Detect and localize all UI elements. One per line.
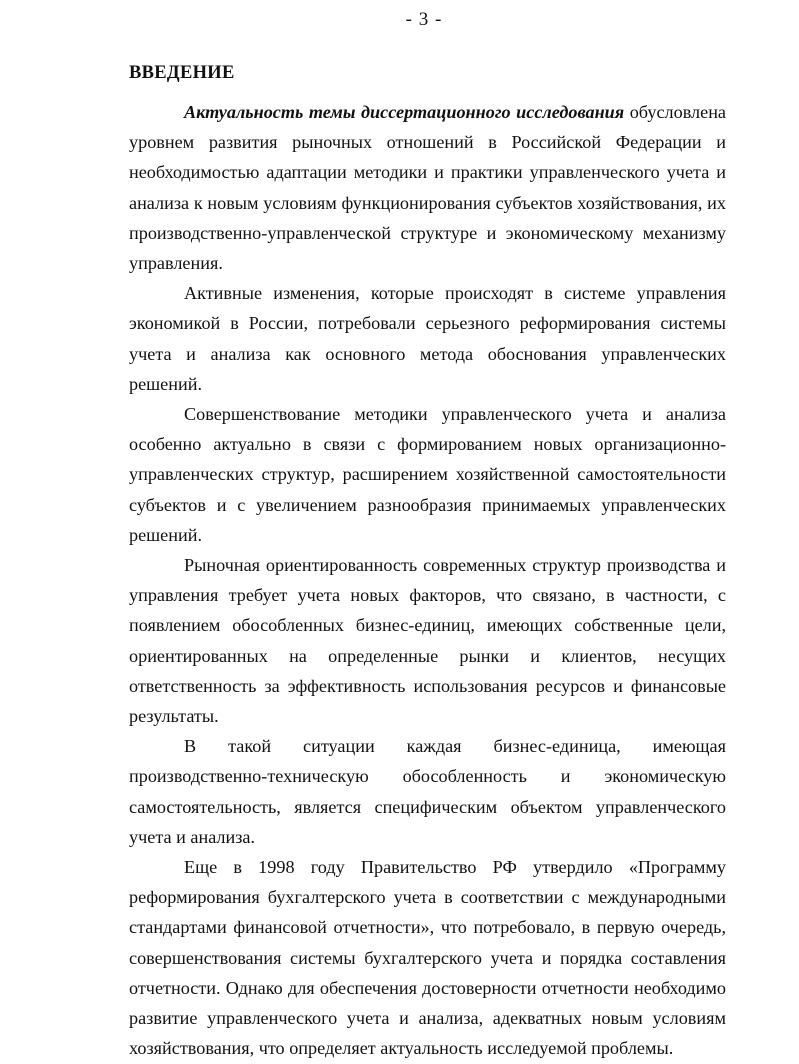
paragraph-text: обусловлена уровнем развития рыночных отношений в Российской Федерации и необходимостью адаптации методики и практики управленческого учета и анализа к новым условиям функционирования субъектов хозяйствования, их производственно-управленческой структуре и экономическому механизму управления. — [129, 102, 726, 274]
paragraph: Совершенствование методики управленческого учета и анализа особенно актуально в связи с формированием новых организационно-управленческих структур, расширением хозяйственной самостоятельности субъектов и с увеличением разнообразия принимаемых управленческих решений. — [129, 404, 726, 545]
paragraph-lead: Актуальность темы диссертационного исследования — [184, 102, 625, 122]
paragraph: Активные изменения, которые происходят в системе управления экономикой в России, потребовали серьезного реформирования системы учета и анализа как основного метода обоснования управленческих решений. — [129, 283, 726, 394]
section-heading: ВВЕДЕНИЕ — [129, 63, 235, 83]
paragraph: Рыночная ориентированность современных структур производства и управления требует учета новых факторов, что связано, в частности, с появлением обособленных бизнес-единиц, имеющих собственные цели, ориентированных на определенные рынки и клиентов, несущих ответственность за эффективность использования ресурсов и финансовые результаты. — [129, 555, 726, 727]
page-number: - 3 - — [405, 9, 443, 30]
paragraph: В такой ситуации каждая бизнес-единица, имеющая производственно-техническую обособленность и экономическую самостоятельность, является специфическим объектом управленческого учета и анализа. — [129, 736, 726, 847]
paragraph: Еще в 1998 году Правительство РФ утвердило «Программу реформирования бухгалтерского учета в соответствии с международными стандартами финансовой отчетности», что потребовало, в первую очередь, совершенствования системы бухгалтерского учета и порядка составления отчетности. Однако для обеспечения достоверности отчетности необходимо развитие управленческого учета и анализа, адекватных новым условиям хозяйствования, что определяет актуальность исследуемой проблемы. — [129, 857, 726, 1059]
paragraph-relevance — [129, 97, 726, 278]
document-body — [129, 97, 726, 1064]
